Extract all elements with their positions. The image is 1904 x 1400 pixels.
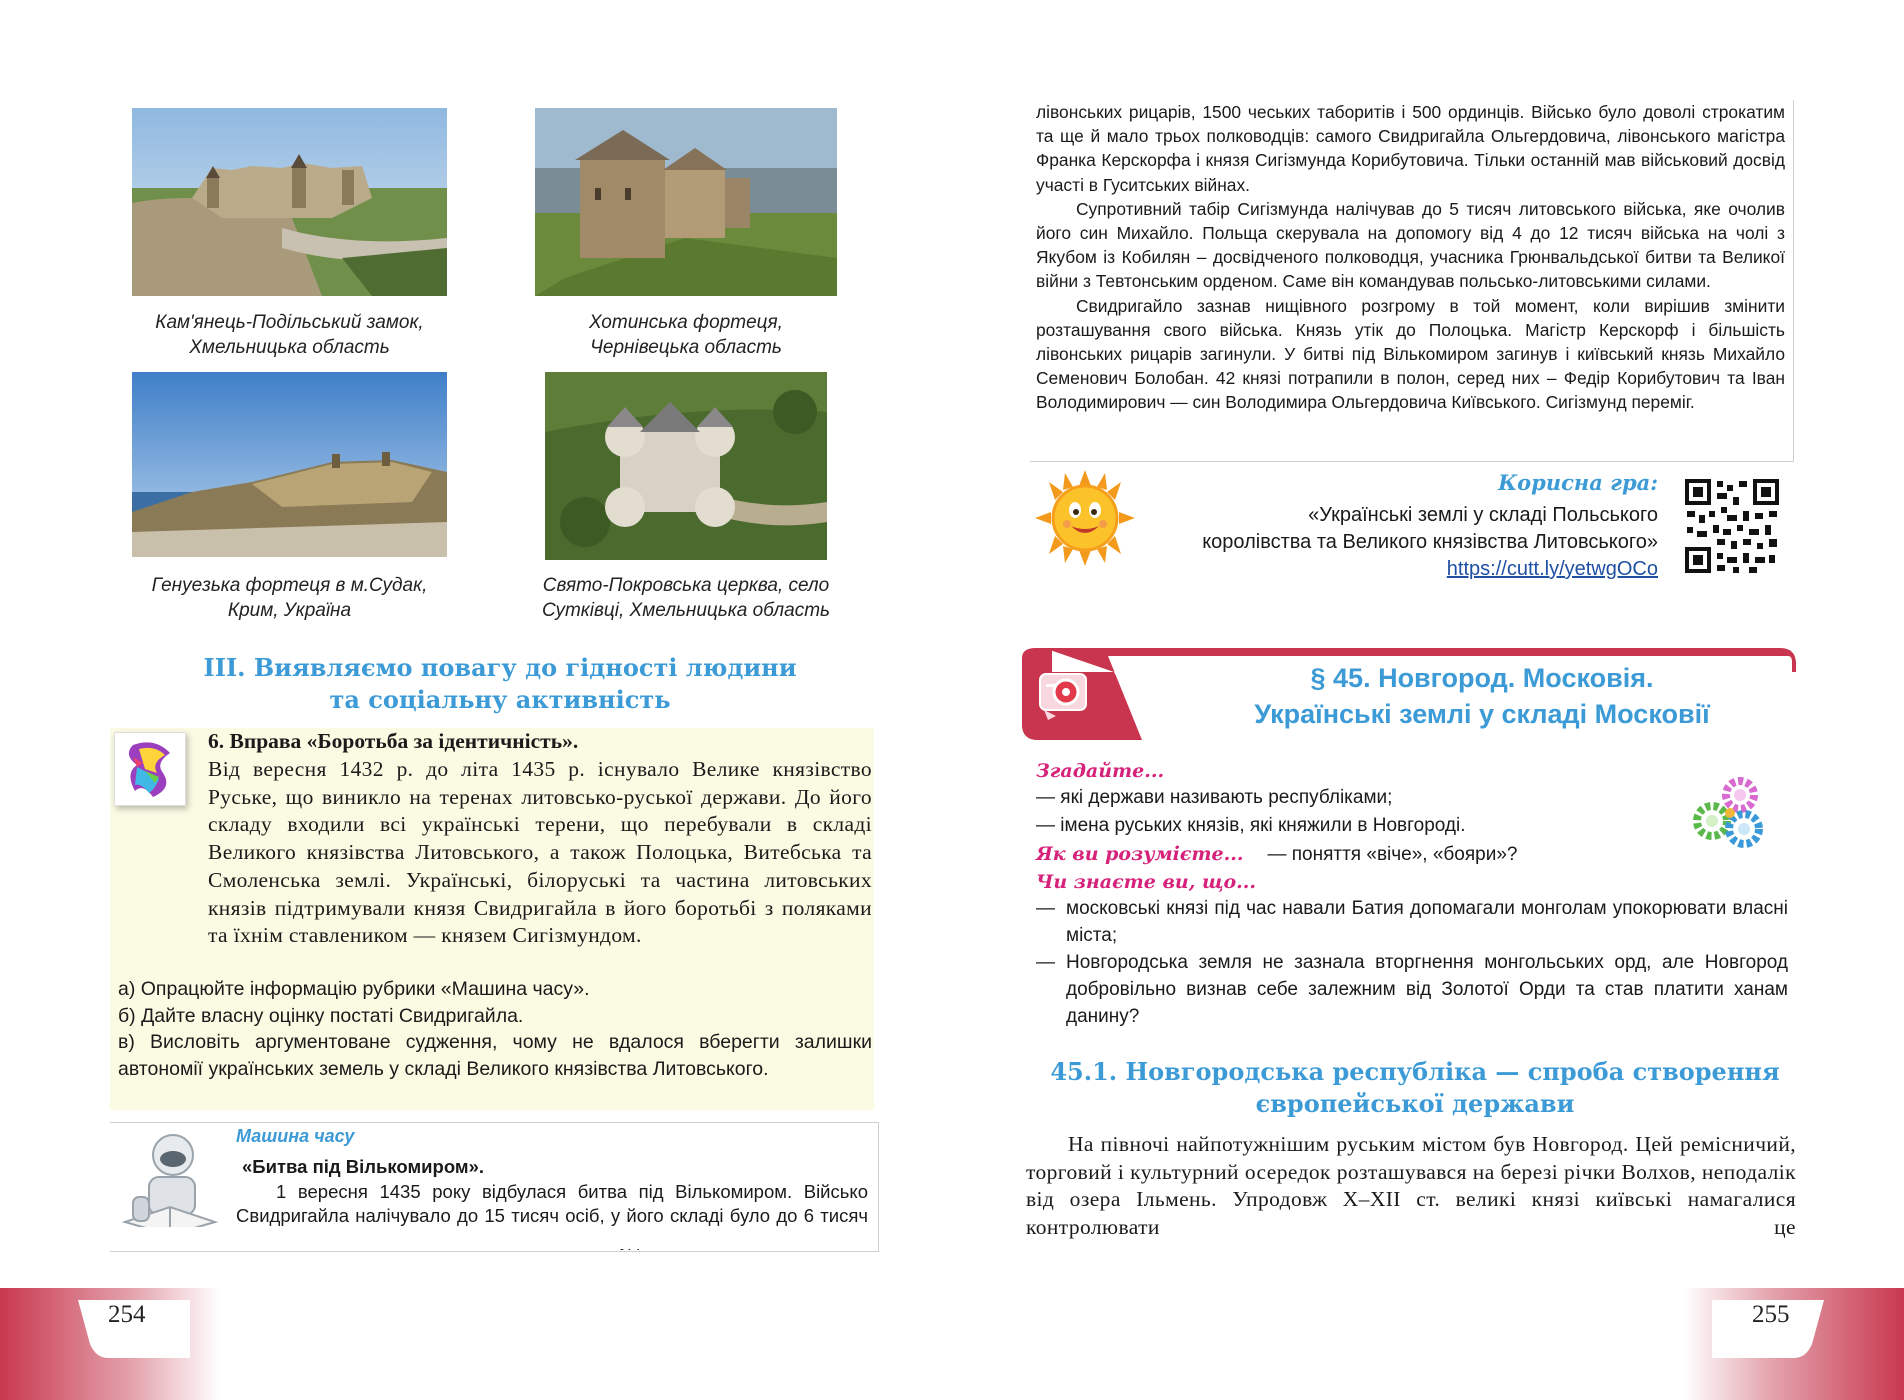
subsection-heading [1030,1056,1800,1120]
page-number: 255 [1752,1301,1790,1328]
game-title-line: «Українські землі у складі Польського [1308,504,1658,526]
section-heading [150,652,850,716]
understand-label: Як ви розумієте... [1036,843,1244,865]
subsection-heading-line: 45.1. Новгородська республіка — спроба створення [1050,1057,1780,1086]
paragraph-title-line: § 45. Новгород. Московія. [1310,663,1654,693]
time-machine-title: «Битва під Вількомиром». [242,1156,484,1177]
time-machine-text-content: 1 вересня 1435 року відбулася битва під Вількомиром. Військо Свидригайла налічувало до 15 тисяч осіб, у його складі було до 6 тисяч [236,1181,868,1226]
understand-text: — поняття «віче», «бояри»? [1267,844,1518,865]
battle-continuation [1030,100,1794,462]
subsection-heading-line: європейської держави [1255,1089,1575,1118]
photo-kamianets-castle [132,108,447,296]
right-page-number-tab [1712,1300,1824,1358]
game-title-line: королівства та Великого князівства Литовського» [1202,531,1658,553]
know-item-text: московські князі під час навали Батия допомагали монголам упокорювати власні міста; [1066,898,1788,946]
know-label: Чи знаєте ви, що... [1036,871,1257,893]
recall-section [1036,758,1788,1030]
gears-icon [1690,775,1770,855]
caption-line: Чернівецька область [590,337,782,358]
heading-line: ІІІ. Виявляємо повагу до гідності людини [203,653,797,682]
caption-line: Генуезька фортеця в м.Судак, [151,575,428,596]
photo-caption [510,310,862,360]
caption-line: Кам'янець-Подільський замок, [155,312,424,333]
continuation-paragraph: Свидригайло зазнав нищівного розгрому в той момент, коли вирішив змінити розташування свого війська. Князь утік до Полоцька. Магістр Керскорф і більшість лівонських рицарів загинули. У битві під Вількомиром загинув і київський князь Михайло Семенович Болобан. 42 князі потрапили в полон, серед них – Федір Корибутович та Іван Володимирович — син Володимира Ольгердовича Київського. Сигізмунд переміг. [1036,295,1785,413]
exercise-text [208,756,872,950]
heading-line: та соціальну активність [329,685,671,714]
continuation-paragraph: лівонських рицарів, 1500 чеських таборитів і 500 ординців. Військо було доволі строкатим та ще й мало трьох полководців: самого Свидригайла Ольгердовича, лівонського магістра Франка Керскорфа і князя Сигізмунда Корибутовича. Тільки останній мав військовий досвід участі в Гуситських війнах. [1036,102,1785,195]
caption-line: Хотинська фортеця, [589,312,783,333]
sun-icon [1035,470,1135,566]
useful-game-title [1140,502,1658,583]
exercise-box [110,728,874,1110]
know-item: — московські князі під час навали Батия допомагали монголам упокорювати власні міста; [1036,895,1788,949]
paragraph-title [1172,660,1792,732]
recall-item: — які держави називають республіками; [1036,787,1393,808]
exercise-icon [114,732,186,806]
left-page-number-tab [78,1300,190,1358]
game-link[interactable]: https://cutt.ly/yetwgOCo [1446,558,1658,580]
photo-caption [112,573,467,623]
body-text [1026,1131,1796,1241]
know-item: — Новгородська земля не зазнала вторгнення монгольських орд, але Новгород добровільно визнав себе залежним від Золотої Орди та став платити ханам данину? [1036,949,1788,1030]
photo-sutkivtsi-church [545,372,827,560]
task-item: в) Висловіть аргументоване судження, чому не вдалося вберегти залишки автономії українських земель у складі Великого князівства Литовського. [118,1031,872,1080]
exercise-title: 6. Вправа «Боротьба за ідентичність». [208,729,579,753]
photo-khotyn-fortress [535,108,837,296]
task-item: б) Дайте власну оцінку постаті Свидригайла. [118,1004,524,1027]
exercise-body [208,728,872,756]
paragraph-icon [1034,666,1092,724]
exercise-text-content: Від вересня 1432 р. до літа 1435 р. існувало Велике князівство Руське, що виникло на теренах литовсько-руської держави. До його складу входили всі українські терени, що перебували в складі Великого князівства Литовського, а також Полоцька, Витебська та Смоленська землі. Українські, білоруські та частина литовських князів підтримували князя Свидригайла в його боротьбі з поляками та їхнім ставлеником — князем Сигізмундом. [208,757,872,948]
time-machine-label: Машина часу [236,1126,355,1146]
know-item-text: Новгородська земля не зазнала вторгнення монгольських орд, але Новгород добровільно визнав себе залежним від Золотої Орди та став платити ханам данину? [1066,952,1788,1027]
photo-sudak-fortress [132,372,447,557]
understand-row [1036,840,1788,869]
caption-line: Сутківці, Хмельницька область [541,600,831,621]
photo-caption [512,573,860,623]
paragraph-banner [1022,648,1796,740]
useful-game-label: Корисна гра: [1498,470,1658,495]
continuation-paragraph: Супротивний табір Сигізмунда налічував до 5 тисяч литовського війська, яке очолив його син Михайло. Польща скерувала на допомогу від 4 до 12 тисяч війська на чолі з Якубом із Кобилян – досвідченого полководця, учасника Грюнвальдської битви та Великої війни з Тевтонським орденом. Саме він командував польсько-литовськими силами. [1036,198,1785,292]
recall-label: Згадайте... [1036,760,1165,782]
task-item: а) Опрацюйте інформацію рубрики «Машина часу». [118,978,590,1000]
caption-line: Хмельницька область [189,337,390,358]
photo-caption [112,310,467,360]
time-machine-text-continued [112,1227,874,1249]
page-number: 254 [108,1301,146,1328]
paragraph-title-line: Українські землі у складі Московії [1254,699,1710,729]
body-text-content: На півночі найпотужнішим руським містом був Новгород. Цей ремісничий, торговий і культурний осередок розташувався на березі річки Волхов, неподалік від озера Ільмень. Упродовж X–XII ст. великі князі київські намагалися контролювати це [1026,1132,1796,1239]
recall-item: — імена руських князів, які княжили в Новгороді. [1036,815,1466,836]
qr-code-icon[interactable] [1683,477,1781,575]
caption-line: Крим, Україна [227,600,352,621]
caption-line: Свято-Покровська церква, село [542,575,830,596]
exercise-tasks [118,976,872,1082]
